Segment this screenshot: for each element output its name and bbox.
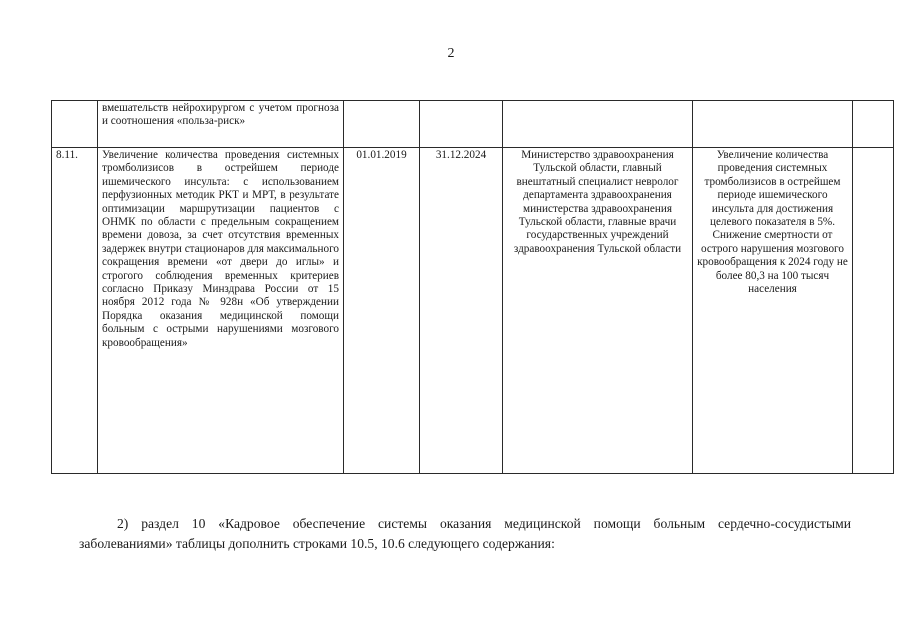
responsible-cell: Министерство здравоохранения Тульской области, главный внештатный специалист невролог департамента здравоохранения министерства здравоохранения Тульской области, главные врачи государственных учреждений здравоохранения Тульской области: [503, 148, 693, 474]
start-date-cell: [344, 101, 420, 148]
activity-cell: Увеличение количества проведения системных тромболизисов в острейшем периоде ишемического инсульта: с использованием перфузионных методик РКТ и МРТ, в результате оптимизации маршрутизации пациентов с ОНМК по области с предельным сокращением времени довоза, за счет отсутствия временных задержек внутри стационаров для максимального сокращения времени «от двери до иглы» и строгого соблюдения временных критериев согласно Приказу Минздрава России от 15 ноября 2012 года № 928н «Об утверждении Порядка оказания медицинской помощи больным с острыми нарушениями мозгового кровообращения»: [98, 148, 344, 474]
start-date-cell: 01.01.2019: [344, 148, 420, 474]
measures-table: [51, 100, 894, 474]
table-row: [52, 101, 894, 148]
body-paragraph: 2) раздел 10 «Кадровое обеспечение системы оказания медицинской помощи больным сердечно-сосудистыми заболеваниями» таблицы дополнить строками 10.5, 10.6 следующего содержания:: [79, 516, 851, 551]
page-number: 2: [447, 46, 455, 61]
row-number-cell: 8.11.: [52, 148, 98, 474]
end-date-cell: [420, 101, 503, 148]
row-number-cell: [52, 101, 98, 148]
result-cell: Увеличение количества проведения системных тромболизисов в острейшем периоде ишемического инсульта для достижения целевого показателя в 5%. Снижение смертности от острого нарушения мозгового кровообращения к 2024 году не более 80,3 на 100 тысяч населения: [693, 148, 853, 474]
activity-cell: вмешательств нейрохирургом с учетом прогноза и соотношения «польза-риск»: [98, 101, 344, 148]
result-cell: [693, 101, 853, 148]
responsible-cell: [503, 101, 693, 148]
extra-cell: [853, 101, 894, 148]
extra-cell: [853, 148, 894, 474]
table-row: [52, 148, 894, 474]
end-date-cell: 31.12.2024: [420, 148, 503, 474]
